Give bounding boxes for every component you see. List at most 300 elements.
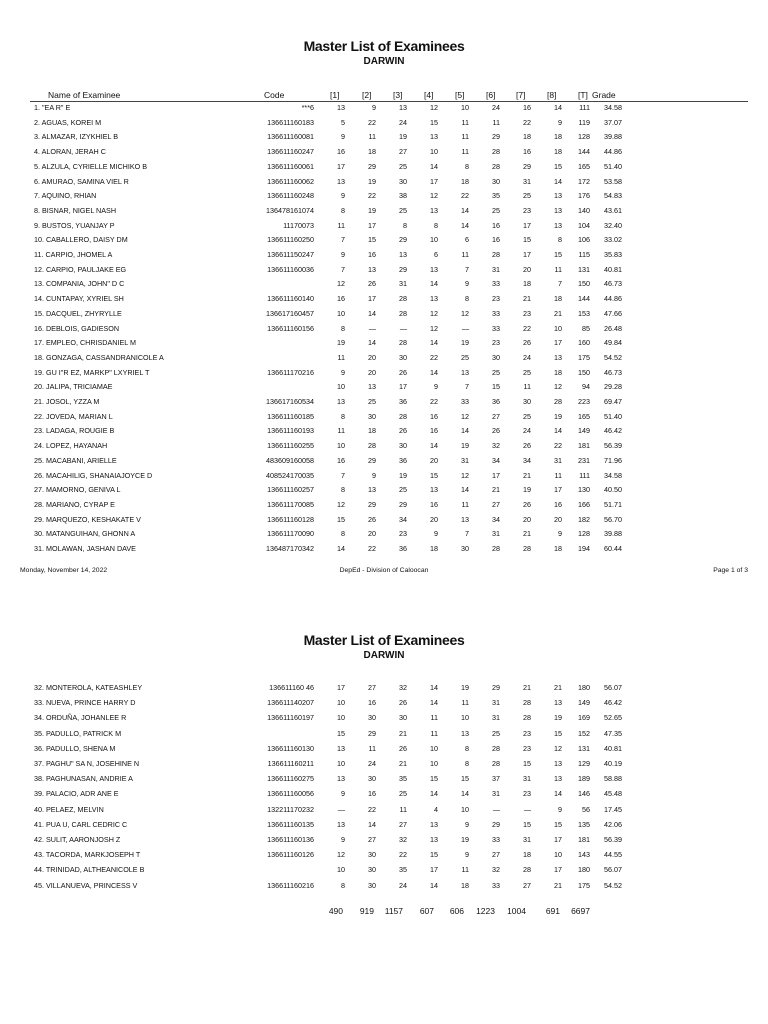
score-5: 11 (461, 698, 469, 708)
examinee-name: 31. MOLAWAN, JASHAN DAVE (34, 544, 136, 553)
table-row (0, 191, 768, 205)
score-2: 16 (368, 250, 376, 259)
table-row (0, 382, 768, 396)
score-5: 11 (461, 132, 469, 142)
score-5: 11 (461, 147, 469, 157)
examinee-name: 45. VILLANUEVA, PRINCESS V (34, 880, 138, 890)
score-3: 22 (399, 850, 407, 860)
score-8: 9 (558, 529, 562, 539)
score-8: 18 (554, 294, 562, 304)
score-8: 13 (554, 191, 562, 201)
score-2: 16 (368, 698, 376, 708)
examinee-code: 136611160130 (267, 743, 314, 753)
header-total: [T] (578, 90, 588, 100)
score-2: 30 (368, 865, 376, 875)
header-code: Code (264, 90, 285, 100)
score-5: 18 (461, 880, 469, 890)
score-5: 11 (461, 499, 469, 509)
score-7: 30 (523, 397, 531, 406)
score-3: 24 (399, 880, 407, 890)
score-5: 9 (465, 279, 469, 289)
examinee-code: 136617160457 (266, 308, 314, 318)
score-1: 12 (337, 499, 345, 509)
score-6: 35 (492, 191, 500, 201)
score-6: — (492, 804, 500, 814)
score-6: 32 (492, 865, 500, 875)
table-row (0, 309, 768, 323)
table-row (0, 759, 768, 773)
score-1: 19 (337, 338, 345, 348)
score-5: 10 (461, 713, 469, 723)
table-row (0, 353, 768, 367)
score-7: 22 (523, 117, 531, 127)
score-5: 22 (461, 191, 469, 201)
grade: 40.19 (604, 759, 622, 768)
grade: 54.52 (604, 352, 622, 362)
score-2: 25 (368, 397, 376, 406)
score-2: 9 (372, 103, 376, 112)
score-4: 10 (430, 147, 438, 157)
score-6: 28 (492, 544, 500, 553)
score-3: 27 (399, 147, 407, 157)
table-row (0, 147, 768, 161)
header-c2: [2] (362, 90, 372, 100)
header-c4: [4] (424, 90, 434, 100)
score-4: 13 (430, 205, 438, 215)
examinee-name: 38. PAGHUNASAN, ANDRIE A (34, 774, 133, 784)
table-row (0, 544, 768, 558)
score-4: 8 (434, 220, 438, 230)
examinee-name: 35. PADULLO, PATRICK M (34, 728, 122, 738)
totals-row (0, 906, 768, 920)
score-4: 15 (430, 470, 438, 480)
score-6: 34 (492, 455, 500, 465)
header-c7: [7] (516, 90, 526, 100)
score-2: 18 (368, 426, 376, 436)
examinee-code: 136611160216 (267, 880, 314, 890)
header-c1: [1] (330, 90, 340, 100)
examinee-code: 136611160135 (267, 819, 314, 829)
score-5: 13 (461, 514, 469, 524)
score-6: 15 (492, 382, 500, 392)
score-5: 19 (461, 338, 469, 348)
score-6: 32 (492, 441, 500, 451)
score-6: 16 (492, 235, 500, 245)
score-1: 9 (341, 789, 345, 799)
score-6: 31 (492, 698, 500, 708)
examinee-name: 25. MACABANI, ARIELLE (34, 455, 117, 465)
score-8: 17 (554, 835, 562, 844)
score-1: 13 (337, 103, 345, 112)
table-row (0, 729, 768, 743)
score-8: 18 (554, 367, 562, 377)
table-row (0, 397, 768, 411)
examinee-name: 42. SULIT, AARONJOSH Z (34, 835, 121, 844)
total-score: 119 (578, 117, 590, 127)
score-2: 9 (372, 470, 376, 480)
total-score: 182 (578, 514, 590, 524)
table-row (0, 118, 768, 132)
column-total: 1223 (476, 906, 495, 916)
grade: 43.61 (604, 205, 622, 215)
examinee-name: 41. PUA U, CARL CEDRIC C (34, 819, 128, 829)
grade: 40.81 (604, 743, 622, 753)
score-3: 35 (399, 774, 407, 784)
score-8: 22 (554, 441, 562, 451)
score-6: 33 (492, 880, 500, 890)
score-2: 15 (368, 235, 376, 245)
score-6: 28 (492, 147, 500, 157)
table-row (0, 820, 768, 834)
score-3: 32 (399, 683, 407, 692)
total-score: 130 (578, 485, 590, 495)
examinee-code: 483609160058 (266, 455, 314, 465)
column-total: 1157 (384, 906, 403, 916)
grade: 54.52 (604, 880, 622, 890)
score-6: 25 (492, 728, 500, 738)
score-6: 33 (492, 323, 500, 333)
score-6: 28 (492, 250, 500, 259)
score-6: 24 (492, 103, 500, 112)
examinee-name: 17. EMPLEO, CHRISDANIEL M (34, 338, 136, 348)
score-1: 13 (337, 743, 345, 753)
score-5: 15 (461, 774, 469, 784)
score-8: 8 (558, 235, 562, 245)
score-1: 12 (337, 279, 345, 289)
score-3: 26 (399, 743, 407, 753)
score-5: 19 (461, 835, 469, 844)
score-5: 8 (465, 161, 469, 171)
total-score: 231 (578, 455, 590, 465)
examinee-name: 26. MACAHILIG, SHANAIAJOYCE D (34, 470, 153, 480)
score-4: 20 (430, 514, 438, 524)
total-score: 194 (578, 544, 590, 553)
examinee-name: 23. LADAGA, ROUGIE B (34, 426, 115, 436)
grade: 46.73 (604, 279, 622, 289)
score-5: 31 (461, 455, 469, 465)
total-score: 175 (578, 880, 590, 890)
score-3: 34 (399, 514, 407, 524)
grade: 32.40 (604, 220, 622, 230)
examinee-name: 34. ORDUÑA, JOHANLEE R (34, 713, 127, 723)
examinee-name: 27. MAMORNO, GENIVA L (34, 485, 121, 495)
total-score: 94 (582, 382, 590, 392)
score-6: 29 (492, 132, 500, 142)
score-4: 14 (430, 441, 438, 451)
total-score: 152 (578, 728, 590, 738)
examinee-code: 136611160197 (267, 713, 314, 723)
score-7: 28 (523, 544, 531, 553)
score-3: 26 (399, 698, 407, 708)
score-4: 17 (430, 865, 438, 875)
total-score: 165 (578, 161, 590, 171)
total-score: 166 (578, 499, 590, 509)
examinee-code: 136611160056 (267, 789, 314, 799)
header-divider (30, 101, 748, 102)
total-score: 56 (582, 804, 590, 814)
score-1: 7 (341, 470, 345, 480)
score-6: 28 (492, 759, 500, 768)
examinee-name: 4. ALORAN, JERAH C (34, 147, 106, 157)
score-6: 26 (492, 426, 500, 436)
score-3: 21 (399, 728, 407, 738)
examinee-code: 136611160248 (267, 191, 314, 201)
score-3: 36 (399, 397, 407, 406)
score-7: 11 (523, 382, 531, 392)
score-4: 14 (430, 367, 438, 377)
grade: 56.70 (604, 514, 622, 524)
score-7: — (523, 804, 531, 814)
grade: 71.96 (604, 455, 622, 465)
total-score: 169 (578, 713, 590, 723)
score-8: 7 (558, 279, 562, 289)
score-7: 21 (523, 294, 531, 304)
score-4: 12 (430, 103, 438, 112)
total-score: 128 (578, 132, 590, 142)
score-4: 18 (430, 544, 438, 553)
score-6: 27 (492, 850, 500, 860)
examinee-name: 11. CARPIO, JHOMEL A (34, 250, 113, 259)
grade: 44.86 (604, 147, 622, 157)
total-score: 144 (578, 294, 590, 304)
score-2: 29 (368, 161, 376, 171)
score-8: 15 (554, 161, 562, 171)
score-4: 14 (430, 789, 438, 799)
score-6: 33 (492, 279, 500, 289)
score-1: 9 (341, 132, 345, 142)
score-4: 16 (430, 426, 438, 436)
score-8: 12 (554, 382, 562, 392)
score-3: 28 (399, 294, 407, 304)
score-5: 14 (461, 205, 469, 215)
score-7: 28 (523, 713, 531, 723)
score-7: 16 (523, 103, 531, 112)
score-4: 14 (430, 880, 438, 890)
score-7: 15 (523, 235, 531, 245)
score-2: 17 (368, 294, 376, 304)
score-4: 17 (430, 176, 438, 186)
column-total: 490 (328, 906, 343, 916)
score-1: 8 (341, 411, 345, 421)
table-row (0, 250, 768, 264)
score-3: 13 (399, 103, 407, 112)
score-7: 25 (523, 411, 531, 421)
grade: 69.47 (604, 397, 622, 406)
score-5: 30 (461, 544, 469, 553)
score-6: 21 (492, 485, 500, 495)
examinee-name: 24. LOPEZ, HAYANAH (34, 441, 108, 451)
examinee-name: 28. MARIANO, CYRAP E (34, 499, 115, 509)
score-8: 10 (554, 323, 562, 333)
footer-date: Monday, November 14, 2022 (20, 567, 108, 574)
score-5: 12 (461, 411, 469, 421)
score-1: 9 (341, 250, 345, 259)
table-row (0, 471, 768, 485)
header-c8: [8] (547, 90, 557, 100)
table-row (0, 683, 768, 697)
score-1: 9 (341, 835, 345, 844)
score-2: 28 (368, 441, 376, 451)
total-score: 135 (578, 819, 590, 829)
score-7: 31 (523, 176, 531, 186)
score-5: 7 (465, 382, 469, 392)
total-score: 140 (578, 205, 590, 215)
score-5: 19 (461, 683, 469, 692)
score-2: 14 (368, 338, 376, 348)
score-1: 11 (337, 220, 345, 230)
score-6: 29 (492, 683, 500, 692)
score-7: 18 (523, 279, 531, 289)
table-row (0, 698, 768, 712)
total-score: 223 (578, 397, 590, 406)
examinee-code: 136611160247 (267, 147, 314, 157)
score-5: 14 (461, 220, 469, 230)
score-7: 15 (523, 819, 531, 829)
score-2: 22 (368, 544, 376, 553)
total-score: 175 (578, 352, 590, 362)
score-4: 10 (430, 743, 438, 753)
score-8: 10 (554, 850, 562, 860)
score-4: 14 (430, 683, 438, 692)
score-3: 8 (403, 220, 407, 230)
examinee-code: 136478161074 (266, 205, 314, 215)
total-score: 149 (578, 698, 590, 708)
score-1: 10 (337, 759, 345, 768)
examinee-code: 136611160193 (267, 426, 314, 436)
score-7: 17 (523, 250, 531, 259)
total-score: 106 (578, 235, 590, 245)
table-row (0, 412, 768, 426)
score-4: 6 (434, 250, 438, 259)
grade: 33.02 (604, 235, 622, 245)
total-score: 131 (578, 264, 590, 274)
score-3: 29 (399, 264, 407, 274)
score-7: 20 (523, 264, 531, 274)
table-row (0, 279, 768, 293)
score-8: 13 (554, 352, 562, 362)
column-total: 606 (449, 906, 464, 916)
score-4: 14 (430, 698, 438, 708)
score-5: — (461, 323, 469, 333)
examinee-name: 5. ALZULA, CYRIELLE MICHIKO B (34, 161, 148, 171)
score-1: 5 (341, 117, 345, 127)
score-5: 9 (465, 850, 469, 860)
examinee-name: 16. DEBLOIS, GADIESON (34, 323, 120, 333)
grade: 26.48 (604, 323, 622, 333)
examinee-code: 136611160126 (267, 850, 314, 860)
score-2: 17 (368, 220, 376, 230)
examinee-code: 136611170085 (267, 499, 314, 509)
grade: 46.42 (604, 698, 622, 708)
score-6: 27 (492, 499, 500, 509)
examinee-name: 36. PADULLO, SHENA M (34, 743, 116, 753)
score-1: 10 (337, 308, 345, 318)
table-row (0, 850, 768, 864)
score-3: 19 (399, 132, 407, 142)
score-6: 37 (492, 774, 500, 784)
score-4: 14 (430, 338, 438, 348)
score-5: 10 (461, 103, 469, 112)
score-3: 38 (399, 191, 407, 201)
score-4: 13 (430, 294, 438, 304)
score-7: 15 (523, 759, 531, 768)
header-c6: [6] (486, 90, 496, 100)
grade: 46.73 (604, 367, 622, 377)
examinee-name: 29. MARQUEZO, KESHAKATE V (34, 514, 141, 524)
examinee-name: 22. JOVEDA, MARIAN L (34, 411, 113, 421)
total-score: 180 (578, 865, 590, 875)
total-score: 180 (578, 683, 590, 692)
score-7: 31 (523, 774, 531, 784)
score-4: 11 (430, 728, 438, 738)
score-6: 31 (492, 713, 500, 723)
score-3: 17 (399, 382, 407, 392)
score-5: 8 (465, 294, 469, 304)
score-5: 25 (461, 352, 469, 362)
table-row (0, 177, 768, 191)
score-8: 17 (554, 338, 562, 348)
score-1: 12 (337, 850, 345, 860)
total-score: 129 (578, 759, 590, 768)
examinee-code: 136611170216 (267, 367, 314, 377)
column-total: 691 (545, 906, 560, 916)
total-score: 111 (579, 103, 590, 112)
score-3: 28 (399, 308, 407, 318)
score-7: 28 (523, 698, 531, 708)
examinee-name: 3. ALMAZAR, IZYKHIEL B (34, 132, 119, 142)
score-8: 17 (554, 485, 562, 495)
score-2: 22 (368, 191, 376, 201)
examinee-name: 30. MATANGUIHAN, GHONN A (34, 529, 136, 539)
score-1: 8 (341, 323, 345, 333)
score-8: 19 (554, 411, 562, 421)
grade: 47.66 (604, 308, 622, 318)
score-5: 6 (465, 235, 469, 245)
grade: 37.07 (604, 117, 622, 127)
score-1: 10 (337, 713, 345, 723)
examinee-code: 408524170035 (266, 470, 314, 480)
examinee-name: 44. TRINIDAD, ALTHEANICOLE B (34, 865, 145, 875)
score-4: 22 (430, 352, 438, 362)
examinee-code: 136487170342 (266, 544, 314, 553)
score-5: 19 (461, 441, 469, 451)
table-row (0, 441, 768, 455)
score-1: 8 (341, 529, 345, 539)
table-row (0, 132, 768, 146)
score-4: 16 (430, 499, 438, 509)
total-score: 131 (578, 743, 590, 753)
grade: 35.83 (604, 250, 622, 259)
score-4: 9 (434, 382, 438, 392)
score-7: 31 (523, 835, 531, 844)
examinee-code: 136611160250 (267, 235, 314, 245)
score-5: 12 (461, 308, 469, 318)
examinee-code: 136611160140 (267, 294, 314, 304)
examinee-code: 136611160136 (267, 835, 314, 844)
total-score: 160 (578, 338, 590, 348)
grade: 40.81 (604, 264, 622, 274)
examinee-code: 136611160156 (267, 323, 314, 333)
score-5: 9 (465, 819, 469, 829)
score-3: — (399, 323, 407, 333)
table-row (0, 324, 768, 338)
score-6: 25 (492, 205, 500, 215)
score-1: 17 (337, 683, 345, 692)
table-row (0, 221, 768, 235)
score-4: 12 (430, 191, 438, 201)
examinee-code: 136611160255 (267, 441, 314, 451)
score-8: 9 (558, 804, 562, 814)
